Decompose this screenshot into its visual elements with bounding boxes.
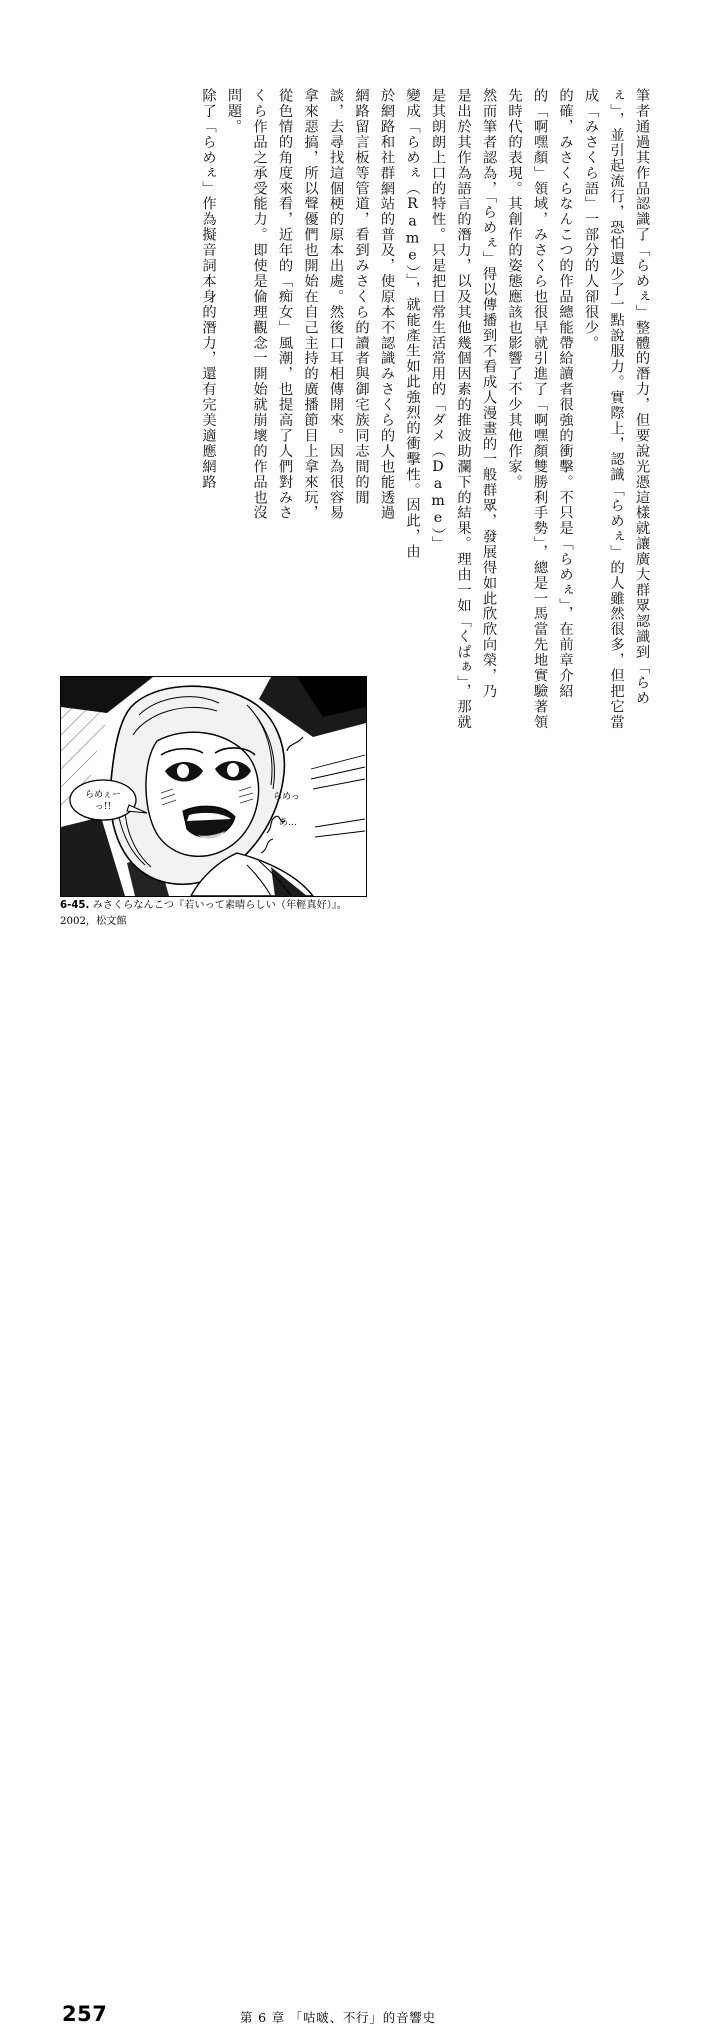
balloon-text-right-1: あっ	[331, 696, 349, 706]
text-column-6: 先時代的表現。其創作的姿態應該也影響了不少其他作家。	[506, 88, 523, 490]
manga-illustration	[61, 677, 366, 896]
text-column-10: 變成「らめぇ（Rame）」，就能產生如此強烈的衝擊性。因此，由	[404, 88, 421, 560]
figure-caption-text: みさくらなんこつ『若いって素晴らしい（年輕真好）』。	[92, 900, 348, 911]
svg-text:らめぇー: らめぇー	[85, 790, 121, 800]
page-footer	[0, 1000, 709, 2026]
text-column-3: 成「みさくら語」一部分的人卻很少。	[583, 88, 599, 351]
svg-text:っ!!: っ!!	[94, 802, 112, 812]
figure-number: 6-45.	[60, 900, 90, 911]
text-column-7: 然而筆者認為，「らめぇ」得以傳播到不看成人漫畫的一般群眾，發展得如此欣欣向榮，乃	[481, 88, 497, 699]
text-column-15: 從色情的角度來看，近年的「痴女」風潮，也提高了人們對みさ	[277, 88, 293, 521]
text-column-18: 除了「らめぇ」作為擬音詞本身的潛力，還有完美適應網路	[200, 88, 217, 490]
manga-figure	[60, 676, 367, 897]
text-column-4: 的確，みさくらなんこつ的作品總能帶給讀者很強的衝擊。不只是「らめぇ」，在前章介紹	[557, 88, 574, 699]
text-column-13: 談，去尋找這個梗的原本出處。然後口耳相傳開來。因為很容易	[328, 88, 344, 521]
text-column-17: 問題。	[226, 88, 242, 135]
figure-caption	[60, 898, 390, 930]
footer-chapter-title: 第 6 章 「咕啵、不行」的音響史	[240, 2010, 436, 2025]
figure-caption-line2: 2002，松文館	[60, 915, 127, 927]
text-column-5: 的「啊嘿顏」領域，みさくら也很早就引進了「啊嘿顏雙勝利手勢」，總是一馬當先地實驗著領	[532, 88, 548, 730]
text-column-9: 是其朗朗上口的特性。只是把日常生活常用的「ダメ（Dame）」	[430, 88, 446, 552]
text-column-12: 網路留言板等管道，看到みさくら的讀者與御宅族同志間的閒	[353, 88, 370, 506]
text-column-16: くら作品之承受能力。即使是倫理觀念一開始就崩壞的作品也沒	[251, 88, 268, 521]
text-column-8: 是出於其作為語言的潛力，以及其他幾個因素的推波助瀾下的結果。理由一如「くぱぁ」，那就	[455, 88, 472, 730]
balloon-text-right-2: らめっ	[273, 792, 300, 802]
balloon-text-right-3: あ…	[279, 818, 298, 828]
text-column-11: 於網路和社群網站的普及，使原本不認識みさくら的人也能透過	[379, 88, 395, 521]
text-column-14: 拿來惡搞，所以聲優們也開始在自己主持的廣播節目上拿來玩，	[302, 88, 319, 521]
text-column-1: 筆者通過其作品認識了「らめぇ」整體的潛力，但要說光憑這樣就讓廣大群眾認識到「らめ	[634, 88, 650, 706]
page-number: 257	[62, 2002, 108, 2026]
text-column-2: ぇ」，並引起流行，恐怕還少了一點說服力。實際上，認識「らめぇ」的人雖然很多，但把它當	[608, 88, 625, 730]
